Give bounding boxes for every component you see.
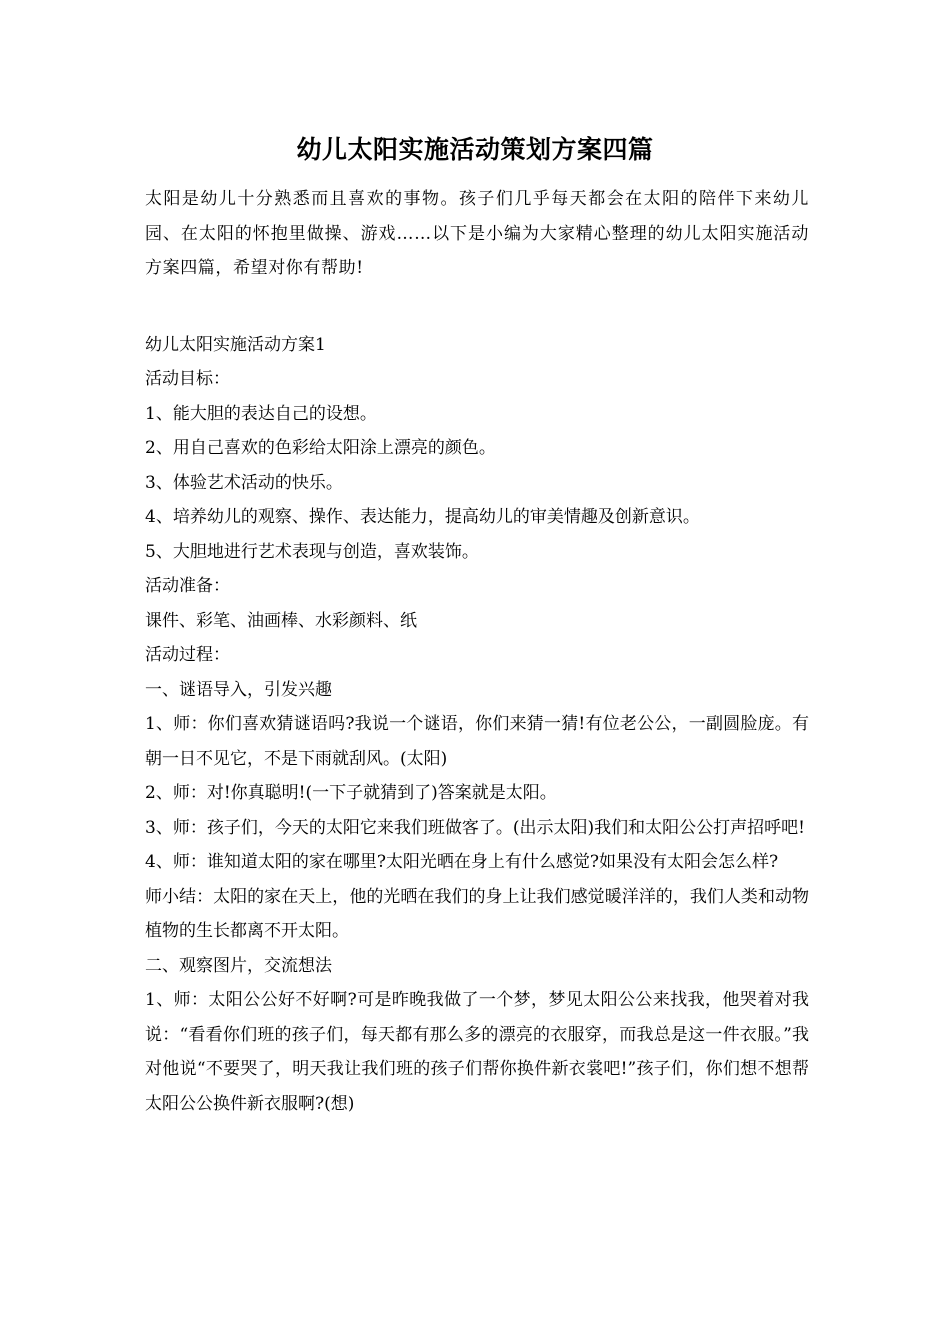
document-body (145, 182, 809, 1121)
list-item: 2、用自己喜欢的色彩给太阳涂上漂亮的颜色。 (145, 438, 496, 458)
list-item: 1、能大胆的表达自己的设想。 (145, 403, 377, 424)
intro-paragraph: 太阳是幼儿十分熟悉而且喜欢的事物。孩子们几乎每天都会在太阳的陪伴下来幼儿园、在太阳的怀抱里做操、游戏……以下是小编为大家精心整理的幼儿太阳实施活动方案四篇，希望对你有帮助! (145, 189, 809, 278)
list-item: 3、体验艺术活动的快乐。 (145, 472, 343, 493)
body-paragraph: 2、师：对!你真聪明!(一下子就猜到了)答案就是太阳。 (145, 783, 557, 803)
body-paragraph: 4、师：谁知道太阳的家在哪里?太阳光晒在身上有什么感觉?如果没有太阳会怎么样? (145, 852, 779, 872)
list-item: 4、培养幼儿的观察、操作、表达能力，提高幼儿的审美情趣及创新意识。 (145, 507, 700, 527)
subheading-goals: 活动目标： (145, 369, 230, 389)
body-paragraph: 3、师：孩子们，今天的太阳它来我们班做客了。(出示太阳)我们和太阳公公打声招呼吧! (145, 817, 805, 838)
step-heading: 一、谜语导入，引发兴趣 (145, 679, 332, 700)
paragraph-spacer (145, 286, 809, 328)
subheading-preparation: 活动准备： (145, 576, 230, 596)
subheading-process: 活动过程： (145, 645, 230, 665)
list-item: 5、大胆地进行艺术表现与创造，喜欢装饰。 (145, 541, 479, 562)
body-paragraph: 1、师：太阳公公好不好啊?可是昨晚我做了一个梦，梦见太阳公公来找我，他哭着对我说：“看看你们班的孩子们，每天都有那么多的漂亮的衣服穿，而我总是这一件衣服。”我对他说“不要哭了，明天我让我们班的孩子们帮你换件新衣裳吧!”孩子们，你们想不想帮太阳公公换件新衣服啊?(想) (145, 990, 809, 1114)
body-paragraph: 1、师：你们喜欢猜谜语吗?我说一个谜语，你们来猜一猜!有位老公公，一副圆脸庞。有朝一日不见它，不是下雨就刮风。(太阳) (145, 714, 809, 769)
body-paragraph: 师小结：太阳的家在天上，他的光晒在我们的身上让我们感觉暖洋洋的，我们人类和动物植物的生长都离不开太阳。 (145, 886, 809, 941)
section-heading: 幼儿太阳实施活动方案1 (145, 334, 326, 355)
document-title: 幼儿太阳实施活动策划方案四篇 (296, 135, 654, 164)
step-heading: 二、观察图片，交流想法 (145, 955, 332, 976)
body-paragraph: 课件、彩笔、油画棒、水彩颜料、纸 (145, 610, 417, 631)
